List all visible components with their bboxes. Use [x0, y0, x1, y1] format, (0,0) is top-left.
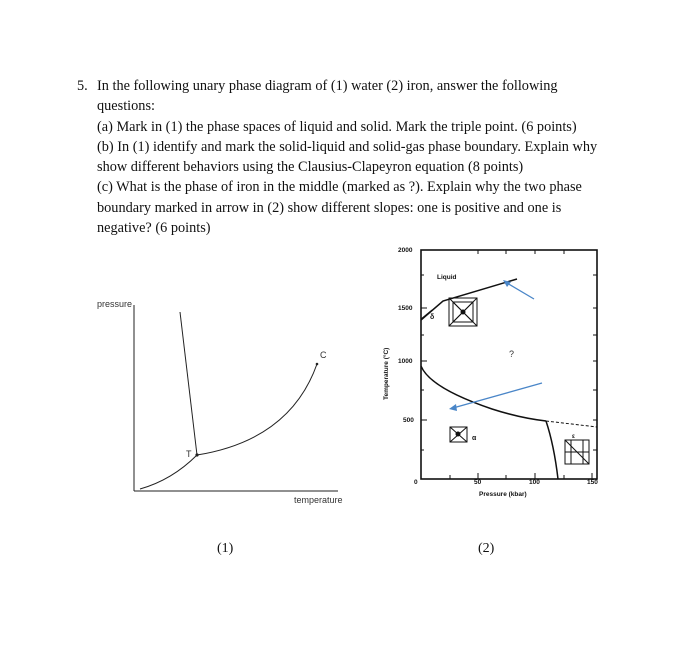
- critical-point-dot: [316, 363, 319, 366]
- vaporization-curve: [197, 364, 317, 455]
- alpha-gamma-boundary: [421, 366, 546, 421]
- alpha-label: α: [472, 435, 477, 442]
- bcc-crystal-icon: [450, 427, 467, 442]
- question-line: (c) What is the phase of iron in the middle (marked as ?). Explain why the two phase: [97, 179, 582, 196]
- y-tick-label: 2000: [398, 247, 413, 254]
- gamma-epsilon-boundary: [546, 421, 597, 427]
- question-line: (a) Mark in (1) the phase spaces of liquid and solid. Mark the triple point. (6 points): [97, 118, 577, 135]
- liquid-boundary: [421, 279, 517, 320]
- y-tick-label: 1000: [398, 358, 413, 365]
- arrow-alpha-boundary-icon: [449, 383, 542, 411]
- question-line: negative? (6 points): [97, 220, 211, 237]
- question-block: [77, 76, 622, 238]
- delta-label: δ: [430, 314, 435, 321]
- pressure-label: pressure: [97, 299, 133, 309]
- iron-phase-diagram: [360, 240, 610, 510]
- hcp-crystal-icon: [565, 440, 589, 464]
- y-tick-label: 0: [414, 479, 418, 486]
- sublimation-curve: [140, 455, 197, 489]
- y-tick-label: 1500: [398, 305, 413, 312]
- x-tick-label: 50: [474, 479, 482, 486]
- question-line: show different behaviors using the Clausius-Clapeyron equation (8 points): [97, 159, 524, 176]
- triple-point-label: T: [186, 449, 192, 459]
- epsilon-label: ε: [572, 434, 575, 440]
- question-text: [97, 76, 622, 238]
- y-axis-title: Temperature (°C): [383, 347, 390, 400]
- y-tick-label: 500: [403, 417, 414, 424]
- arrow-liquid-boundary-icon: [503, 280, 534, 299]
- solid-liquid-boundary: [180, 312, 197, 455]
- x-tick-label: 150: [587, 479, 598, 486]
- x-axis-title: Pressure (kbar): [479, 491, 527, 498]
- unknown-phase-label: ?: [509, 349, 515, 359]
- arrow-shaft: [453, 383, 542, 408]
- water-phase-diagram: [90, 290, 370, 515]
- temperature-label: temperature: [294, 495, 343, 505]
- alpha-epsilon-boundary: [546, 421, 558, 479]
- arrow-head: [449, 404, 457, 411]
- triple-point-dot: [195, 453, 198, 456]
- liquid-label: Liquid: [437, 274, 457, 281]
- question-line: questions:: [97, 98, 155, 115]
- question-number: 5.: [77, 78, 88, 94]
- x-tick-label: 100: [529, 479, 540, 486]
- question-line: boundary marked in arrow in (2) show different slopes: one is positive and one is: [97, 199, 562, 216]
- question-line: In the following unary phase diagram of (1) water (2) iron, answer the following: [97, 78, 558, 94]
- caption-diagram-2: (2): [478, 541, 495, 556]
- caption-diagram-1: (1): [217, 541, 234, 556]
- critical-point-label: C: [320, 350, 327, 360]
- question-line: (b) In (1) identify and mark the solid-liquid and solid-gas phase boundary. Explain why: [97, 138, 598, 155]
- fcc-crystal-icon: [449, 298, 477, 326]
